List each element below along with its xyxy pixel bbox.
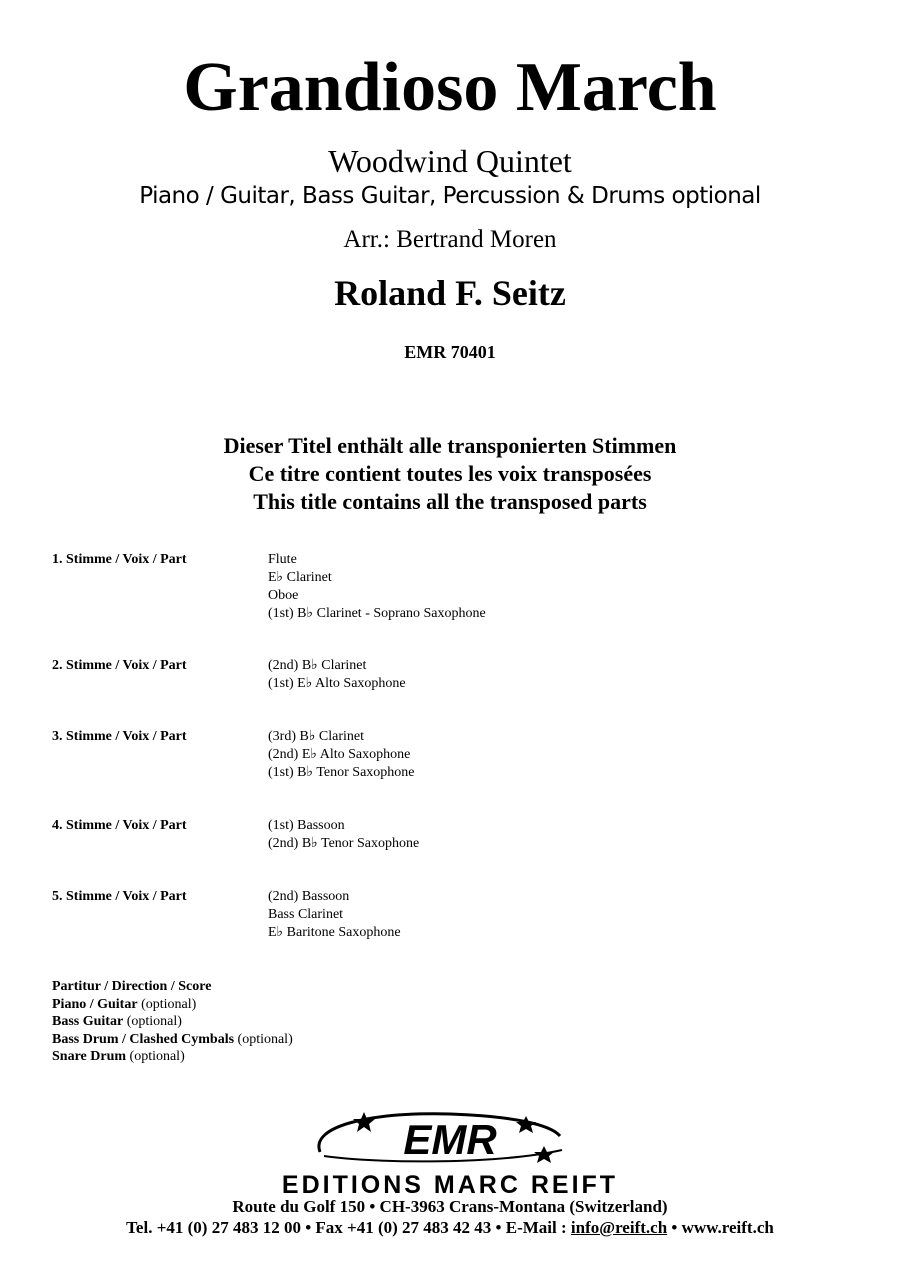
part-instrument: E♭ Clarinet [268,570,332,585]
part-label: 1. Stimme / Voix / Part [52,552,187,567]
part-instrument-list [268,728,415,782]
website: • www.reift.ch [667,1218,774,1237]
composer: Roland F. Seitz [334,273,566,313]
extra-part [52,1048,293,1066]
extra-parts-list [52,978,293,1066]
extra-part-note: (optional) [141,996,197,1012]
part-instrument-list [268,817,419,853]
extra-part [52,996,293,1014]
extra-part [52,1013,293,1031]
extra-part [52,1031,293,1049]
emr-logo [300,1106,600,1170]
part-label: 3. Stimme / Voix / Part [52,729,187,744]
part-label: 4. Stimme / Voix / Part [52,818,187,833]
part-instrument: (1st) Bassoon [268,818,345,833]
extra-part-name: Partitur / Direction / Score [52,979,212,994]
part-instrument: Oboe [268,588,299,603]
part-label: 2. Stimme / Voix / Part [52,658,187,673]
notice-french: Ce titre contient toutes les voix transposées [248,461,652,486]
part-instrument-list [268,888,401,942]
transposition-notice [0,432,900,516]
extra-part-note: (optional) [126,1014,182,1029]
publisher-contact [0,1218,900,1238]
extra-part-name: Piano / Guitar [52,996,138,1012]
extra-part-note: (optional) [129,1049,185,1064]
part-instrument: (1st) B♭ Clarinet - Soprano Saxophone [268,606,486,621]
subtitle: Woodwind Quintet [328,143,572,179]
part-label: 5. Stimme / Voix / Part [52,889,187,904]
part-instrument: Flute [268,552,297,567]
publisher-address: Route du Golf 150 • CH-3963 Crans-Montana (Switzerland) [232,1197,668,1216]
part-instrument: (2nd) E♭ Alto Saxophone [268,747,411,762]
part-instrument: (2nd) Bassoon [268,889,350,904]
catalog-number: EMR 70401 [404,342,496,362]
part-instrument-list [268,551,486,623]
arranger: Arr.: Bertrand Moren [343,226,557,253]
part-instrument: (1st) B♭ Tenor Saxophone [268,765,415,780]
logo-text: EMR [403,1116,497,1163]
extra-part-name: Snare Drum [52,1049,127,1064]
notice-german: Dieser Titel enthält alle transponierten Stimmen [223,433,677,458]
part-instrument: Bass Clarinet [268,907,344,922]
title: Grandioso March [183,49,717,126]
extra-part-name: Bass Guitar [52,1014,124,1029]
email-link[interactable]: info@reift.ch [570,1218,668,1237]
part-instrument: (2nd) B♭ Tenor Saxophone [268,836,420,851]
contact-phone-fax: Tel. +41 (0) 27 483 12 00 • Fax +41 (0) 27 483 42 43 • E-Mail : [126,1218,571,1237]
extra-part-note: (optional) [237,1031,293,1047]
notice-english: This title contains all the transposed parts [253,489,647,514]
extra-part-name: Bass Drum / Clashed Cymbals [52,1031,235,1047]
instrumentation: Piano / Guitar, Bass Guitar, Percussion & Drums optional [139,183,761,209]
part-instrument: (1st) E♭ Alto Saxophone [268,676,406,691]
publisher-name: EDITIONS MARC REIFT [281,1171,619,1199]
part-instrument: E♭ Baritone Saxophone [268,925,401,940]
part-instrument: (2nd) B♭ Clarinet [268,658,367,673]
extra-part [52,978,293,996]
part-instrument-list [268,657,406,693]
part-instrument: (3rd) B♭ Clarinet [268,729,365,744]
